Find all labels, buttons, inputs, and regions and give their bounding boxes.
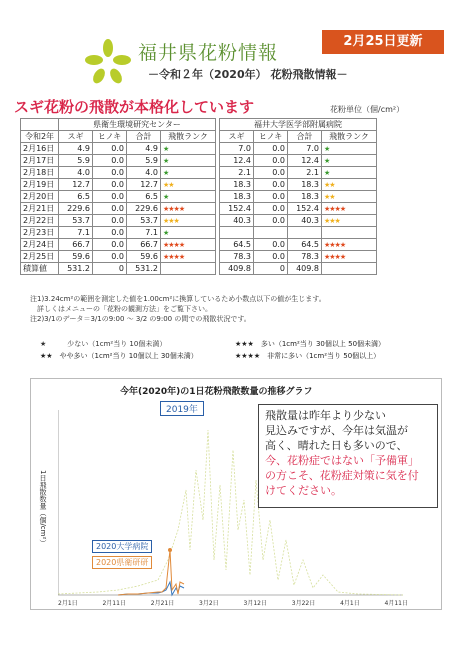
group-header-univ: 福井大学医学部附属病院 [220, 119, 377, 131]
table-cell: 53.7 [59, 215, 93, 227]
table-cell: 59.6 [59, 251, 93, 263]
table-cell: 18.3 [288, 179, 322, 191]
table-row [21, 239, 377, 251]
legend-2020-univ: 2020大学病院 [92, 540, 152, 553]
table-cell: 0.0 [93, 155, 127, 167]
table-cell: 0.0 [93, 203, 127, 215]
table-cell: 0.0 [93, 251, 127, 263]
table-cell: 152.4 [288, 203, 322, 215]
table-cell: 2.1 [220, 167, 254, 179]
peak-marker [168, 548, 172, 552]
callout-line: の方こそ、花粉症対策に気を付 [265, 469, 419, 482]
advice-callout [258, 404, 438, 508]
table-cell: 152.4 [220, 203, 254, 215]
table-cell: 12.4 [220, 155, 254, 167]
table-cell: 6.5 [127, 191, 161, 203]
rank-stars: ★★ [161, 179, 216, 191]
callout-line: けてください。 [265, 484, 342, 497]
table-cell: 4.0 [59, 167, 93, 179]
rank-stars: ★★ [322, 179, 377, 191]
rank-stars: ★★★★ [322, 203, 377, 215]
row-date: 2月21日 [21, 203, 59, 215]
note-line: 詳しくはメニューの「花粉の観測方法」をご覧下さい。 [30, 305, 212, 313]
table-row [21, 215, 377, 227]
rank-stars: ★★★★ [322, 251, 377, 263]
rank-stars: ★ [322, 167, 377, 179]
year-header: 令和2年 [21, 131, 59, 143]
table-cell: 0.0 [254, 179, 288, 191]
note-line: 注1)3.24cm²の範囲を測定した値を1.00cm²に換算しているため小数点以下の値が生じます。 [30, 295, 326, 303]
rank-stars: ★ [322, 155, 377, 167]
x-tick: 3月22日 [291, 600, 316, 607]
table-cell: 0.0 [254, 239, 288, 251]
rank-stars: ★ [161, 227, 216, 239]
table-row [21, 155, 377, 167]
total-cell: 409.8 [220, 263, 254, 275]
table-cell: 7.1 [127, 227, 161, 239]
table-cell: 78.3 [288, 251, 322, 263]
rank-legend [40, 338, 430, 362]
row-date: 2月19日 [21, 179, 59, 191]
table-cell: 59.6 [127, 251, 161, 263]
legend-2019: 2019年 [160, 401, 204, 416]
col-header: 飛散ランク [161, 131, 216, 143]
row-date: 2月17日 [21, 155, 59, 167]
col-header: ヒノキ [93, 131, 127, 143]
table-cell: 12.7 [59, 179, 93, 191]
table-cell: 12.7 [127, 179, 161, 191]
table-cell: 7.0 [220, 143, 254, 155]
legend-item: ★ 少ない（1cm²当り 10個未満） [40, 340, 167, 348]
table-row [21, 143, 377, 155]
note-line: 注2)3/1のデータ＝3/1の9:00 ～ 3/2 の9:00 の間での飛散状況です。 [30, 315, 251, 323]
row-date: 2月20日 [21, 191, 59, 203]
rank-stars: ★★★★ [161, 251, 216, 263]
x-tick: 3月2日 [199, 600, 219, 607]
row-date: 2月18日 [21, 167, 59, 179]
rank-stars: ★★★ [322, 215, 377, 227]
callout-line: 高く、晴れた日も多いので、 [265, 439, 408, 452]
rank-stars: ★ [161, 167, 216, 179]
table-row [21, 191, 377, 203]
table-cell: 0.0 [93, 239, 127, 251]
table-cell: 6.5 [59, 191, 93, 203]
table-cell: 5.9 [127, 155, 161, 167]
flower-logo-icon [84, 38, 132, 90]
table-cell: 0.0 [93, 215, 127, 227]
table-cell: 0.0 [254, 191, 288, 203]
legend-item: ★★★ 多い（1cm²当り 30個以上 50個未満） [235, 340, 386, 348]
col-header: スギ [220, 131, 254, 143]
table-row [21, 167, 377, 179]
x-tick: 2月1日 [58, 600, 78, 607]
col-header: ヒノキ [254, 131, 288, 143]
table-cell: 5.9 [59, 155, 93, 167]
total-cell: 409.8 [288, 263, 322, 275]
table-cell: 18.3 [288, 191, 322, 203]
table-cell: 40.3 [288, 215, 322, 227]
update-date-badge: 2月25日更新 [322, 30, 444, 54]
rank-stars [322, 227, 377, 239]
table-cell: 4.9 [59, 143, 93, 155]
rank-stars: ★★★★ [161, 239, 216, 251]
pollen-table [20, 118, 377, 275]
table-cell: 12.4 [288, 155, 322, 167]
table-cell: 0.0 [93, 179, 127, 191]
x-tick: 2月11日 [102, 600, 126, 607]
total-label: 積算値 [21, 263, 59, 275]
group-header-pref: 県衛生環境研究センター [59, 119, 216, 131]
table-cell: 7.1 [59, 227, 93, 239]
chart-ylabel: 1日飛散数量（個/cm²） [39, 470, 47, 547]
table-row [21, 203, 377, 215]
legend-item: ★★★★ 非常に多い（1cm²当り 50個以上） [235, 352, 381, 360]
table-cell: 229.6 [59, 203, 93, 215]
x-tick: 3月12日 [243, 600, 267, 607]
table-cell: 0.0 [93, 227, 127, 239]
table-cell: 64.5 [220, 239, 254, 251]
table-cell: 0.0 [93, 167, 127, 179]
row-date: 2月22日 [21, 215, 59, 227]
rank-stars: ★★ [322, 191, 377, 203]
total-cell: 531.2 [127, 263, 161, 275]
rank-stars: ★ [161, 191, 216, 203]
legend-item: ★★ やや多い（1cm²当り 10個以上 30個未満） [40, 352, 198, 360]
page-subtitle: －令和２年（2020年） 花粉飛散情報－ [148, 68, 348, 81]
x-tick: 4月1日 [340, 600, 360, 607]
table-cell: 78.3 [220, 251, 254, 263]
col-header: 飛散ランク [322, 131, 377, 143]
callout-line: 今、花粉症ではない「予備軍」 [265, 454, 419, 467]
page-title: 福井県花粉情報 [138, 42, 279, 64]
rank-stars: ★ [322, 143, 377, 155]
table-cell: 0.0 [93, 191, 127, 203]
total-cell: 0 [254, 263, 288, 275]
table-cell: 0.0 [254, 203, 288, 215]
table-cell: 0.0 [254, 155, 288, 167]
table-cell: 0.0 [93, 143, 127, 155]
table-cell: 229.6 [127, 203, 161, 215]
total-cell: 0 [93, 263, 127, 275]
rank-stars: ★ [161, 155, 216, 167]
table-cell: 18.3 [220, 179, 254, 191]
unit-label: 花粉単位（個/cm²） [330, 105, 405, 114]
table-cell: 40.3 [220, 215, 254, 227]
row-date: 2月24日 [21, 239, 59, 251]
table-cell [288, 227, 322, 239]
table-cell: 0.0 [254, 167, 288, 179]
table-cell: 4.9 [127, 143, 161, 155]
legend-2020-pref: 2020県衛研研 [92, 556, 152, 569]
table-cell: 7.0 [288, 143, 322, 155]
table-cell: 64.5 [288, 239, 322, 251]
col-header: 合計 [288, 131, 322, 143]
table-cell: 0.0 [254, 143, 288, 155]
table-row [21, 227, 377, 239]
total-cell: 531.2 [59, 263, 93, 275]
table-cell: 18.3 [220, 191, 254, 203]
col-header: 合計 [127, 131, 161, 143]
callout-line: 見込みですが、今年は気温が [265, 424, 408, 437]
x-axis-ticks [58, 598, 408, 607]
rank-stars: ★★★★ [322, 239, 377, 251]
chart-title: 今年(2020年)の1日花粉飛散数量の推移グラフ [120, 387, 313, 397]
table-cell: 2.1 [288, 167, 322, 179]
x-tick: 2月21日 [150, 600, 175, 607]
callout-line: 飛散量は昨年より少ない [265, 409, 386, 422]
table-cell [254, 227, 288, 239]
rank-stars: ★★★★ [161, 203, 216, 215]
rank-stars: ★ [161, 143, 216, 155]
col-header: スギ [59, 131, 93, 143]
table-row [21, 179, 377, 191]
row-date: 2月25日 [21, 251, 59, 263]
row-date: 2月16日 [21, 143, 59, 155]
table-row [21, 251, 377, 263]
table-cell: 66.7 [59, 239, 93, 251]
x-tick: 4月11日 [384, 600, 408, 607]
rank-stars: ★★★ [161, 215, 216, 227]
row-date: 2月23日 [21, 227, 59, 239]
table-cell: 4.0 [127, 167, 161, 179]
table-cell: 53.7 [127, 215, 161, 227]
table-cell [220, 227, 254, 239]
headline: スギ花粉の飛散が本格化しています [14, 98, 255, 116]
table-cell: 0.0 [254, 251, 288, 263]
notes [30, 294, 450, 324]
table-cell: 66.7 [127, 239, 161, 251]
table-cell: 0.0 [254, 215, 288, 227]
